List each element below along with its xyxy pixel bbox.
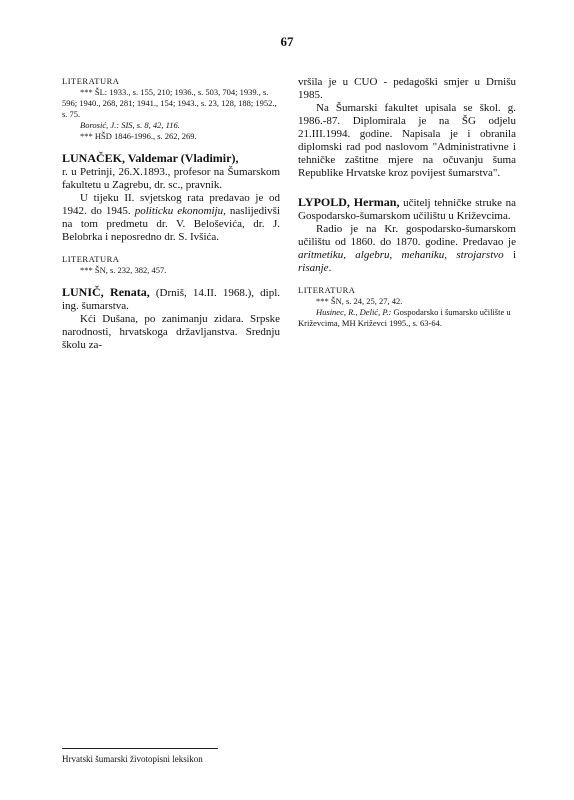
entry-text: U tijeku II. svjetskog rata predavao je od 1942. do 1945. politicku ekonomiju, naslijedivši na tom predmetu dr. V. Beloševića, dr. J. Belobrka i neposredno dr. S. Ivšića. [62,192,281,243]
literature-label: LITERATURA [62,254,120,264]
literature-block-3 [298,285,516,329]
entry-lunic-continued [298,76,516,180]
entry-text: r. u Petrinji, 26.X.1893., profesor na Šumarskom fakultetu u Zagrebu, dr. sc., pravnik. [62,166,280,191]
literature-ref: Borosić, J.: SIS, s. 8, 42, 116. [80,120,180,130]
entry-lypold [298,196,516,275]
entry-heading: LUNAČEK, Valdemar (Vladimir), [62,151,239,165]
literature-label: LITERATURA [62,76,120,86]
literature-ref: *** ŠL: 1933., s. 155, 210; 1936., s. 503, 704; 1939., s. 596; 1940., 268, 281; 1941., 154; 1943., s. 23, 128, 188; 1952., s. 75. [62,87,277,119]
literature-ref: *** ŠN, s. 24, 25, 27, 42. [316,296,403,306]
literature-block-2 [62,254,280,276]
entry-text: Na Šumarski fakultet upisala se škol. g. 1986.-87. Diplomirala je na ŠG odjelu 21.III.1994. godine. Napisala je i obranila diplomski rad pod naslovom "Administrativne i tehničke zaštitne mjere na očuvanju šuma Republike Hrvatske kroz povijest šumarstva". [298,102,516,179]
footer-title: Hrvatski šumarski životopisni leksikon [62,754,203,764]
entry-heading: LUNIČ, Renata, [62,285,150,299]
right-column [298,76,516,329]
entry-lunic [62,286,280,352]
entry-heading: LYPOLD, Herman, [298,195,400,209]
literature-ref: Husinec, R., Delić, P.: Gospodarsko i šumarsko učilište u Križevcima, MH Križevci 1995., s. 63-64. [298,307,511,328]
entry-text: Radio je na Kr. gospodarsko-šumarskom učilištu od 1860. do 1870. godine. Predavao je aritmetiku, algebru, mehaniku, strojarstvo i risanje. [298,223,517,274]
literature-block-1 [62,76,280,142]
literature-ref: *** HŠD 1846-1996., s. 262, 269. [80,131,197,141]
entry-text: vršila je u CUO - pedagoški smjer u Drnišu 1985. [298,76,516,101]
entry-text: učitelj tehničke struke na Gospodarsko-šumarskom učilištu u Križevcima. [298,197,517,222]
left-column [62,76,280,352]
literature-label: LITERATURA [298,285,356,295]
entry-lunacek [62,152,280,244]
page-number: 67 [280,34,294,49]
entry-text: (Drniš, 14.II. 1968.), dipl. ing. šumarstva. [62,287,280,312]
footer-rule [62,748,218,749]
entry-text: Kći Dušana, po zanimanju zidara. Srpske narodnosti, hrvatskoga državljanstva. Srednju školu za- [62,313,280,351]
literature-ref: *** ŠN, s. 232, 382, 457. [80,265,167,275]
